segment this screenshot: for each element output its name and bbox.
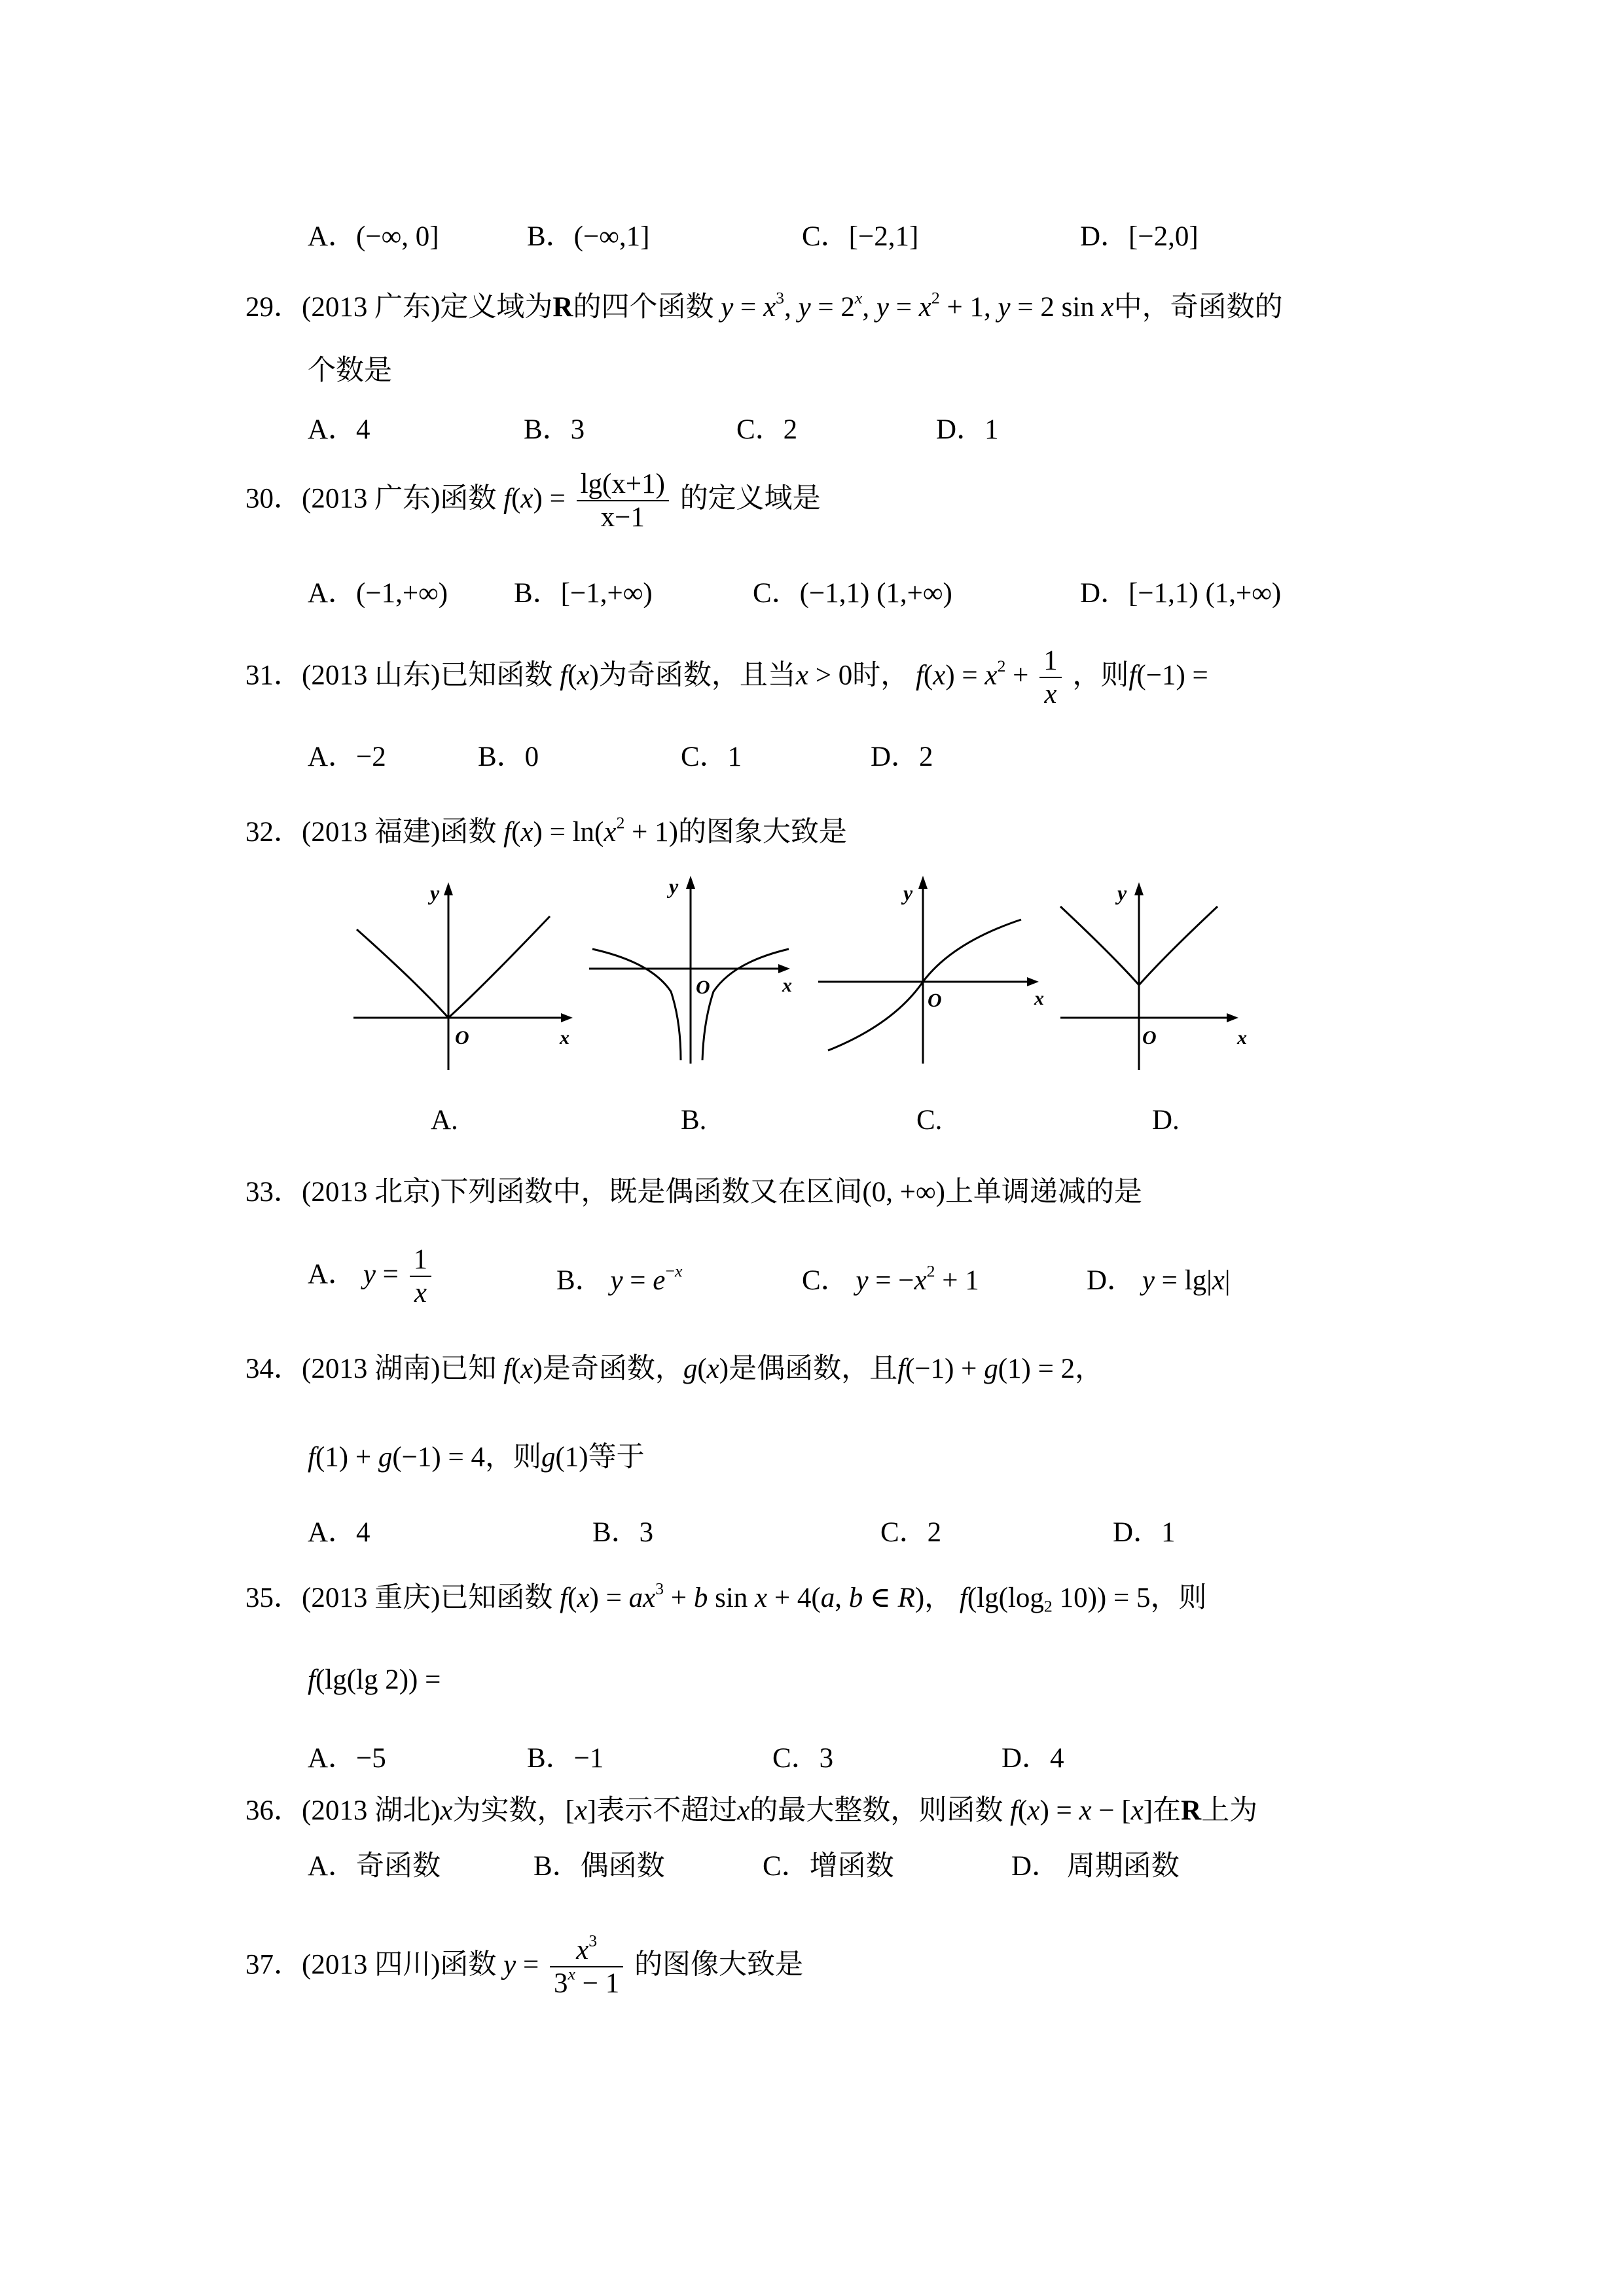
- q31-option-b: B．0: [478, 742, 539, 772]
- graph-a: [350, 877, 586, 1073]
- q30-option-d: D．[−1,1) (1,+∞): [1080, 578, 1282, 609]
- q30-option-c: C．(−1,1) (1,+∞): [753, 578, 952, 609]
- q36-stem: 36．(2013 湖北)x为实数，[x]表示不超过x的最大整数，则函数 f(x) = x − [x]在R上为: [245, 1795, 1258, 1826]
- graph-d-y-label: y: [1117, 881, 1127, 905]
- q31-option-a: A．−2: [308, 742, 386, 772]
- q29-option-b: B．3: [524, 414, 585, 445]
- q34-stem-cont: f(1) + g(−1) = 4，则g(1)等于: [308, 1442, 645, 1473]
- graph-c-origin: O: [928, 990, 942, 1011]
- q33-option-c: C． $y = -x^2 + 1$: [802, 1261, 979, 1296]
- q29-stem: 29．(2013 广东)定义域为R的四个函数 $y = x^3$, $y = 2^x$, $y = x^2 + 1$, y = 2 sin x中，奇函数的: [245, 288, 1283, 323]
- q34-option-b: B．3: [592, 1517, 654, 1548]
- q29-option-a: A．4: [308, 414, 370, 445]
- q35-option-c: C．3: [772, 1743, 834, 1774]
- graph-c-x-label: x: [1034, 988, 1044, 1009]
- graph-label-d: D.: [1152, 1105, 1180, 1136]
- q30-fraction: $\frac{\lg(x+1)}{x-1}$: [577, 468, 669, 534]
- q31-stem: 31．(2013 山东)已知函数 f(x)为奇函数，且当x > 0时， $f(x) = x^2$ + $\frac{1}{x}$ ，则f(−1) =: [245, 645, 1208, 710]
- q36-option-a: A．奇函数: [308, 1851, 441, 1882]
- graph-a-y-label: y: [430, 881, 440, 905]
- q36-option-b: B．偶函数: [533, 1851, 665, 1882]
- q29-option-c: C．2: [736, 414, 798, 445]
- graph-b-x-label: x: [782, 975, 792, 996]
- q37-stem: 37．(2013 四川)函数 y = $\frac{x^3}{3^x - 1}$ 的图像大致是: [245, 1931, 803, 2000]
- q33-option-b: B． $y = e^{-x}$: [556, 1261, 683, 1296]
- q34-option-c: C．2: [880, 1517, 942, 1548]
- q29-option-d: D．1: [936, 414, 999, 445]
- q35-option-b: B．−1: [527, 1743, 604, 1774]
- q30-option-a: A．(−1,+∞): [308, 578, 448, 609]
- graph-label-c: C.: [916, 1105, 943, 1136]
- q33-option-d: D． y = lg|x|: [1087, 1265, 1231, 1296]
- graph-b: [586, 870, 808, 1067]
- q35-stem-cont: f(lg(lg 2)) =: [308, 1664, 441, 1695]
- q36-option-d: D． 周期函数: [1011, 1851, 1180, 1882]
- q28-option-b: B．(−∞,1]: [527, 221, 650, 252]
- graph-a-curve: [357, 916, 550, 1018]
- graph-c-y-label: y: [903, 881, 913, 905]
- q31-fraction: $\frac{1}{x}$: [1039, 645, 1062, 711]
- q35-option-a: A．−5: [308, 1743, 386, 1774]
- q32-stem: 32．(2013 福建)函数 $f(x) = \ln(x^2 + 1)$的图象大致是: [245, 813, 847, 848]
- graph-b-curve-right: [702, 949, 789, 1060]
- q33-option-a: A． y = $\frac{1}{x}$: [308, 1244, 435, 1310]
- q35-stem: 35．(2013 重庆)已知函数 $f(x) = ax^3 + b$ sin x + 4(a, b ∈ R)， $f(\lg(\log_2$ 10)) = 5，则: [245, 1579, 1207, 1616]
- q34-option-d: D．1: [1113, 1517, 1176, 1548]
- q30-stem: 30．(2013 广东)函数 f(x) = $\frac{\lg(x+1)}{x-1}$ 的定义域是: [245, 469, 821, 533]
- q34-option-a: A．4: [308, 1517, 370, 1548]
- q33-stem: 33．(2013 北京)下列函数中，既是偶函数又在区间(0, +∞)上单调递减的是: [245, 1177, 1142, 1208]
- graph-label-a: A.: [431, 1105, 458, 1136]
- graph-d: [1057, 877, 1260, 1073]
- q31-option-c: C．1: [681, 742, 742, 772]
- graph-a-x-label: x: [560, 1027, 569, 1049]
- q28-option-c: C．[−2,1]: [802, 221, 919, 252]
- q28-option-a: A．(−∞, 0]: [308, 221, 439, 252]
- graph-b-y-label: y: [669, 874, 679, 898]
- q31-option-d: D．2: [871, 742, 933, 772]
- graph-c-curve: [828, 920, 1021, 1050]
- q35-option-d: D．4: [1001, 1743, 1064, 1774]
- graph-c: [815, 870, 1057, 1067]
- graph-d-x-label: x: [1237, 1027, 1247, 1049]
- q36-option-c: C．增函数: [763, 1851, 894, 1882]
- graph-label-b: B.: [681, 1105, 707, 1136]
- graph-d-origin: O: [1142, 1027, 1157, 1049]
- graph-a-origin: O: [455, 1027, 469, 1049]
- graph-b-curve-left: [592, 949, 681, 1060]
- q29-stem-cont: 个数是: [308, 355, 392, 386]
- q28-option-d: D．[−2,0]: [1080, 221, 1199, 252]
- q34-stem: 34．(2013 湖南)已知 f(x)是奇函数，g(x)是偶函数，且f(−1) + g(1) = 2，: [245, 1354, 1104, 1384]
- q30-option-b: B．[−1,+∞): [514, 578, 653, 609]
- q37-fraction: $\frac{x^3}{3^x - 1}$: [550, 1934, 623, 2000]
- graph-b-origin: O: [696, 977, 710, 998]
